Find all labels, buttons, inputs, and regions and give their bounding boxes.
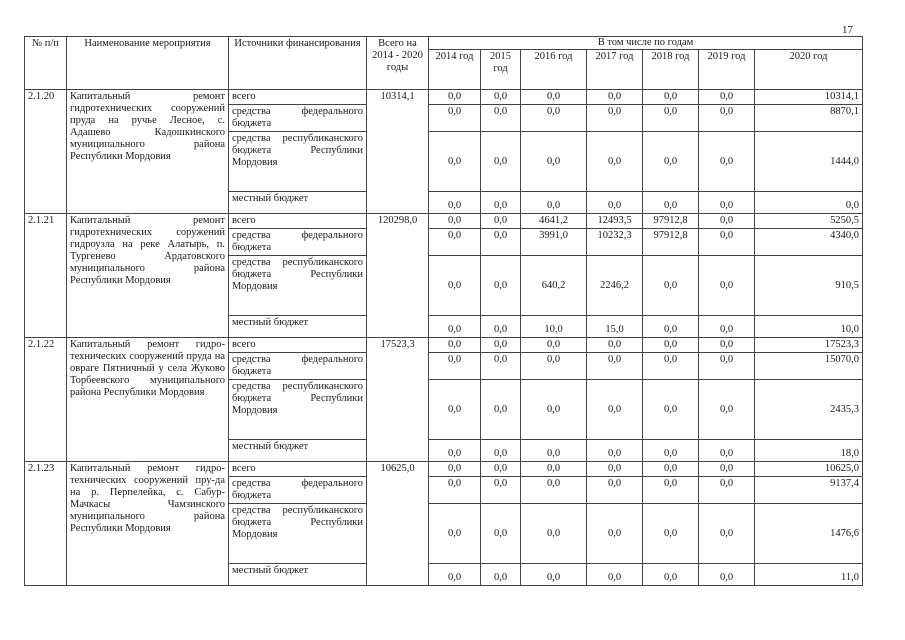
year-value: 0,0: [643, 440, 699, 462]
year-value: 0,0: [481, 353, 521, 380]
year-value: 0,0: [521, 380, 587, 440]
total-amount: 10314,1: [367, 90, 429, 214]
row-number: 2.1.20: [25, 90, 67, 214]
year-value: 0,0: [587, 504, 643, 564]
year-value: 0,0: [481, 132, 521, 192]
event-name: Капитальный ремонт гидротехнических соружений гидроузла на реке Алатырь, п. Тургенево Ардатовского муниципального района Республики Мордовия: [67, 214, 229, 338]
funding-source: местный бюджет: [229, 564, 367, 586]
year-value: 640,2: [521, 256, 587, 316]
year-value: 0,0: [699, 192, 755, 214]
year-value: 0,0: [587, 477, 643, 504]
year-value: 0,0: [521, 504, 587, 564]
year-value: 0,0: [643, 338, 699, 353]
funding-source: всего: [229, 462, 367, 477]
header-name: Наименование мероприятия: [67, 37, 229, 90]
year-value: 0,0: [481, 477, 521, 504]
table-row: [25, 338, 863, 353]
funding-source: местный бюджет: [229, 440, 367, 462]
year-value: 4641,2: [521, 214, 587, 229]
header-year: 2015 год: [481, 50, 521, 90]
year-value: 0,0: [481, 338, 521, 353]
year-value: 8870,1: [755, 105, 863, 132]
year-value: 0,0: [699, 504, 755, 564]
year-value: 0,0: [643, 132, 699, 192]
funding-source: средства федерального бюджета: [229, 105, 367, 132]
year-value: 10314,1: [755, 90, 863, 105]
year-value: 0,0: [481, 440, 521, 462]
year-value: 0,0: [521, 132, 587, 192]
row-number: 2.1.22: [25, 338, 67, 462]
year-value: 0,0: [699, 105, 755, 132]
event-name: Капитальный ремонт гидротехнических сооружений пруда на ручье Лесное, с. Адашево Кадошкинского муниципального района Республики Мордовия: [67, 90, 229, 214]
header-source: Источники финансирования: [229, 37, 367, 90]
year-value: 0,0: [643, 477, 699, 504]
year-value: 0,0: [699, 564, 755, 586]
year-value: 0,0: [643, 380, 699, 440]
year-value: 18,0: [755, 440, 863, 462]
year-value: 0,0: [699, 256, 755, 316]
year-value: 0,0: [481, 256, 521, 316]
year-value: 0,0: [643, 256, 699, 316]
year-value: 10232,3: [587, 229, 643, 256]
year-value: 0,0: [429, 504, 481, 564]
year-value: 0,0: [587, 105, 643, 132]
funding-source: всего: [229, 338, 367, 353]
event-name: Капитальный ремонт гидро-технических сооружений пруда на овраге Пятничный у села Жуково Торбеевского муниципального района Республики Мордовия: [67, 338, 229, 462]
year-value: 0,0: [755, 192, 863, 214]
table-row: [25, 462, 863, 477]
year-value: 0,0: [481, 504, 521, 564]
year-value: 0,0: [699, 338, 755, 353]
funding-source: средства федерального бюджета: [229, 477, 367, 504]
year-value: 0,0: [699, 440, 755, 462]
year-value: 0,0: [521, 353, 587, 380]
year-value: 97912,8: [643, 214, 699, 229]
page-number: 17: [842, 24, 853, 36]
total-amount: 17523,3: [367, 338, 429, 462]
year-value: 0,0: [643, 192, 699, 214]
year-value: 0,0: [699, 316, 755, 338]
year-value: 0,0: [699, 477, 755, 504]
header-year: 2020 год: [755, 50, 863, 90]
year-value: 0,0: [429, 440, 481, 462]
year-value: 0,0: [587, 564, 643, 586]
year-value: 0,0: [699, 380, 755, 440]
year-value: 0,0: [587, 380, 643, 440]
funding-source: средства республиканского бюджета Республики Мордовия: [229, 380, 367, 440]
header-by-years: В том числе по годам: [429, 37, 863, 50]
header-year: 2014 год: [429, 50, 481, 90]
funding-source: всего: [229, 90, 367, 105]
funding-source: местный бюджет: [229, 316, 367, 338]
year-value: 17523,3: [755, 338, 863, 353]
year-value: 0,0: [643, 90, 699, 105]
year-value: 0,0: [481, 192, 521, 214]
year-value: 11,0: [755, 564, 863, 586]
year-value: 0,0: [699, 90, 755, 105]
year-value: 0,0: [521, 564, 587, 586]
year-value: 0,0: [643, 316, 699, 338]
year-value: 4340,0: [755, 229, 863, 256]
year-value: 0,0: [643, 353, 699, 380]
funding-source: средства республиканского бюджета Республики Мордовия: [229, 504, 367, 564]
year-value: 0,0: [481, 380, 521, 440]
funding-source: местный бюджет: [229, 192, 367, 214]
year-value: 0,0: [429, 105, 481, 132]
year-value: 0,0: [481, 229, 521, 256]
year-value: 0,0: [521, 338, 587, 353]
table-row: [25, 90, 863, 105]
year-value: 910,5: [755, 256, 863, 316]
year-value: 0,0: [587, 132, 643, 192]
year-value: 0,0: [481, 462, 521, 477]
year-value: 0,0: [699, 214, 755, 229]
year-value: 0,0: [429, 316, 481, 338]
year-value: 10,0: [521, 316, 587, 338]
year-value: 0,0: [699, 229, 755, 256]
funding-source: всего: [229, 214, 367, 229]
year-value: 2246,2: [587, 256, 643, 316]
year-value: 0,0: [429, 214, 481, 229]
year-value: 0,0: [521, 462, 587, 477]
row-number: 2.1.23: [25, 462, 67, 586]
header-year: 2018 год: [643, 50, 699, 90]
year-value: 0,0: [643, 564, 699, 586]
year-value: 0,0: [429, 380, 481, 440]
year-value: 5250,5: [755, 214, 863, 229]
total-amount: 10625,0: [367, 462, 429, 586]
year-value: 0,0: [699, 132, 755, 192]
year-value: 0,0: [587, 192, 643, 214]
header-total: Всего на 2014 - 2020 годы: [367, 37, 429, 90]
year-value: 0,0: [587, 353, 643, 380]
header-year: 2019 год: [699, 50, 755, 90]
year-value: 0,0: [699, 353, 755, 380]
year-value: 0,0: [521, 192, 587, 214]
year-value: 0,0: [429, 338, 481, 353]
year-value: 0,0: [481, 214, 521, 229]
year-value: 0,0: [429, 564, 481, 586]
row-number: 2.1.21: [25, 214, 67, 338]
header-year: 2017 год: [587, 50, 643, 90]
year-value: 3991,0: [521, 229, 587, 256]
year-value: 0,0: [481, 316, 521, 338]
year-value: 0,0: [521, 440, 587, 462]
year-value: 0,0: [587, 90, 643, 105]
header-num: № п/п: [25, 37, 67, 90]
year-value: 0,0: [643, 504, 699, 564]
total-amount: 120298,0: [367, 214, 429, 338]
year-value: 0,0: [429, 353, 481, 380]
budget-table: [24, 36, 863, 586]
year-value: 0,0: [521, 90, 587, 105]
year-value: 0,0: [429, 462, 481, 477]
year-value: 10,0: [755, 316, 863, 338]
year-value: 0,0: [587, 440, 643, 462]
year-value: 0,0: [699, 462, 755, 477]
year-value: 0,0: [521, 105, 587, 132]
year-value: 97912,8: [643, 229, 699, 256]
funding-source: средства республиканского бюджета Республики Мордовия: [229, 132, 367, 192]
year-value: 0,0: [429, 132, 481, 192]
funding-source: средства республиканского бюджета Республики Мордовия: [229, 256, 367, 316]
year-value: 0,0: [429, 229, 481, 256]
year-value: 12493,5: [587, 214, 643, 229]
event-name: Капитальный ремонт гидро-технических сооружений пру-да на р. Перпелейка, с. Сабур-Мачкасы Чамзинского муниципального района Республики Мордовия: [67, 462, 229, 586]
year-value: 0,0: [429, 192, 481, 214]
funding-source: средства федерального бюджета: [229, 229, 367, 256]
year-value: 1444,0: [755, 132, 863, 192]
year-value: 1476,6: [755, 504, 863, 564]
header-year: 2016 год: [521, 50, 587, 90]
year-value: 0,0: [481, 90, 521, 105]
year-value: 2435,3: [755, 380, 863, 440]
table-row: [25, 214, 863, 229]
year-value: 0,0: [429, 90, 481, 105]
year-value: 15070,0: [755, 353, 863, 380]
year-value: 0,0: [643, 105, 699, 132]
year-value: 15,0: [587, 316, 643, 338]
funding-source: средства федерального бюджета: [229, 353, 367, 380]
year-value: 9137,4: [755, 477, 863, 504]
year-value: 0,0: [481, 564, 521, 586]
year-value: 0,0: [481, 105, 521, 132]
year-value: 0,0: [429, 477, 481, 504]
year-value: 0,0: [521, 477, 587, 504]
year-value: 0,0: [587, 462, 643, 477]
year-value: 0,0: [587, 338, 643, 353]
year-value: 10625,0: [755, 462, 863, 477]
year-value: 0,0: [643, 462, 699, 477]
year-value: 0,0: [429, 256, 481, 316]
